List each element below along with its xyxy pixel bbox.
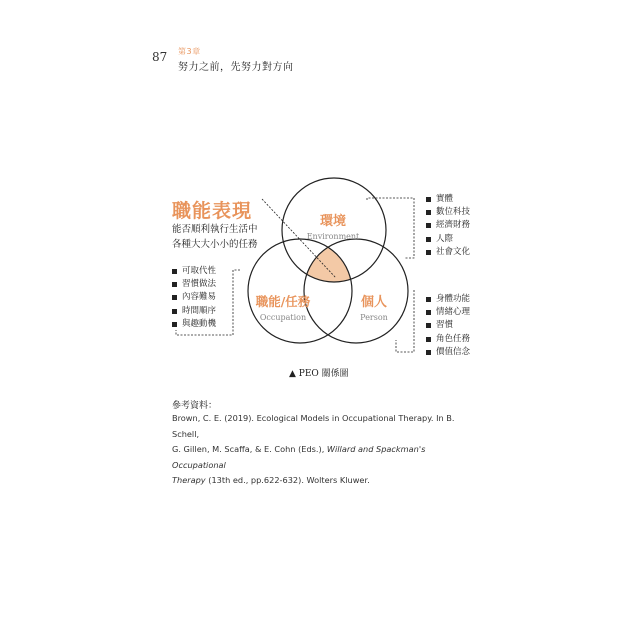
person-label: 個人 <box>360 295 388 310</box>
chapter-title: 努力之前，先努力對方向 <box>178 62 294 73</box>
diagram-title: 職能表現 <box>172 200 253 222</box>
reference-line: (13th ed., pp.622-632). Wolters Kluwer. <box>205 475 370 485</box>
environment-factor-list <box>426 193 470 259</box>
environment-sublabel: Environment <box>306 232 360 241</box>
person-sublabel: Person <box>360 313 388 322</box>
diagram-description <box>172 222 258 252</box>
references-heading: 參考資料： <box>172 401 218 411</box>
list-item: 可取代性 <box>172 265 216 278</box>
list-item: 人際 <box>426 233 470 246</box>
person-factor-list <box>426 293 470 359</box>
diagram-caption: ▲ PEO 關係圖 <box>289 369 349 379</box>
description-line: 各種大大小小的任務 <box>172 239 258 250</box>
list-item: 數位科技 <box>426 206 470 219</box>
occupation-factor-list <box>172 265 216 331</box>
list-item: 與趣動機 <box>172 318 216 331</box>
reference-book-title: Therapy <box>172 475 206 485</box>
list-item: 角色任務 <box>426 333 470 346</box>
reference-book-title: Willard and Spackman's Occupational <box>172 444 426 470</box>
occupation-label: 職能/任務 <box>255 294 311 309</box>
list-item: 價值信念 <box>426 346 470 359</box>
list-item: 內容難易 <box>172 291 216 304</box>
description-line: 能否順利執行生活中 <box>172 224 258 235</box>
occupation-circle <box>248 239 352 343</box>
list-item: 身體功能 <box>426 293 470 306</box>
list-item: 習慣 <box>426 319 470 332</box>
list-item: 社會文化 <box>426 246 470 259</box>
reference-line: G. Gillen, M. Scaffa, & E. Cohn (Eds.), <box>172 444 327 454</box>
environment-bracket <box>367 198 414 258</box>
person-circle <box>304 239 408 343</box>
list-item: 情緒心理 <box>426 306 470 319</box>
reference-entry <box>172 411 472 489</box>
occupation-sublabel: Occupation <box>259 313 307 322</box>
list-item: 實體 <box>426 193 470 206</box>
environment-label: 環境 <box>319 214 347 229</box>
page-number: 87 <box>152 50 168 64</box>
chapter-label: 第3章 <box>178 47 201 56</box>
list-item: 時間順序 <box>172 305 216 318</box>
list-item: 習慣做法 <box>172 278 216 291</box>
list-item: 經濟財務 <box>426 219 470 232</box>
reference-line: Brown, C. E. (2019). Ecological Models in Occupational Therapy. In B. Schell, <box>172 413 455 439</box>
